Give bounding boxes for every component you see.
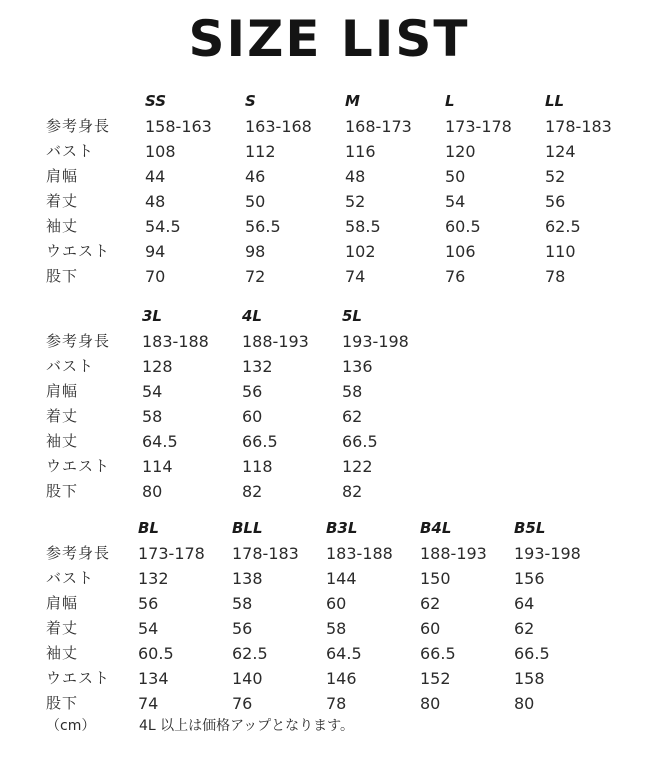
measurement-label: 着丈 [46, 407, 79, 425]
size-table-regular [46, 89, 645, 289]
measurement-value: 122 [342, 457, 373, 476]
measurement-value: 64 [514, 594, 535, 613]
measurement-value: 76 [445, 267, 466, 286]
measurement-value: 163-168 [245, 117, 312, 136]
size-header: BL [138, 519, 159, 537]
measurement-label: 袖丈 [46, 217, 79, 235]
measurement-value: 62.5 [545, 217, 581, 236]
measurement-value: 132 [138, 569, 169, 588]
size-header: 4L [242, 307, 262, 325]
measurement-value: 48 [345, 167, 366, 186]
measurement-label: 肩幅 [46, 594, 79, 612]
measurement-value: 58 [342, 382, 363, 401]
measurement-value: 58 [326, 619, 347, 638]
measurement-value: 188-193 [420, 544, 487, 563]
measurement-label: 股下 [46, 267, 79, 285]
measurement-value: 183-188 [142, 332, 209, 351]
measurement-value: 106 [445, 242, 476, 261]
table-row [46, 429, 442, 454]
table-row [46, 139, 645, 164]
unit-label: （cm） [46, 718, 96, 734]
size-header: B5L [514, 519, 546, 537]
measurement-label: 参考身長 [46, 332, 111, 350]
measurement-value: 60.5 [445, 217, 481, 236]
measurement-label: ウエスト [46, 669, 111, 687]
table-row [46, 666, 608, 691]
size-header-row [46, 304, 442, 329]
table-row [46, 641, 608, 666]
table-row [46, 239, 645, 264]
measurement-value: 62.5 [232, 644, 268, 663]
measurement-label: 袖丈 [46, 432, 79, 450]
measurement-value: 146 [326, 669, 357, 688]
table-row [46, 264, 645, 289]
measurement-label: ウエスト [46, 242, 111, 260]
measurement-value: 58.5 [345, 217, 381, 236]
size-header: BLL [232, 519, 263, 537]
measurement-label: ウエスト [46, 457, 111, 475]
size-header-row [46, 516, 608, 541]
measurement-value: 56 [242, 382, 263, 401]
measurement-label: 着丈 [46, 619, 79, 637]
measurement-value: 120 [445, 142, 476, 161]
measurement-value: 54 [445, 192, 466, 211]
measurement-value: 50 [445, 167, 466, 186]
measurement-label: 袖丈 [46, 644, 79, 662]
measurement-value: 82 [242, 482, 263, 501]
measurement-value: 82 [342, 482, 363, 501]
measurement-value: 66.5 [342, 432, 378, 451]
measurement-value: 64.5 [142, 432, 178, 451]
measurement-value: 46 [245, 167, 266, 186]
measurement-value: 158 [514, 669, 545, 688]
measurement-value: 74 [138, 694, 159, 713]
table-row [46, 616, 608, 641]
footer-note [46, 714, 354, 738]
measurement-value: 56 [232, 619, 253, 638]
measurement-label: バスト [46, 142, 95, 160]
measurement-value: 54 [138, 619, 159, 638]
measurement-label: 肩幅 [46, 167, 79, 185]
page-title: SIZE LIST [188, 10, 470, 68]
measurement-value: 78 [326, 694, 347, 713]
measurement-value: 54 [142, 382, 163, 401]
measurement-value: 70 [145, 267, 166, 286]
measurement-value: 60.5 [138, 644, 174, 663]
table-row [46, 566, 608, 591]
size-header: 3L [142, 307, 162, 325]
table-row [46, 164, 645, 189]
table-row [46, 189, 645, 214]
measurement-value: 66.5 [242, 432, 278, 451]
measurement-value: 52 [545, 167, 566, 186]
measurement-value: 168-173 [345, 117, 412, 136]
measurement-value: 56 [138, 594, 159, 613]
measurement-value: 112 [245, 142, 276, 161]
size-table-large [46, 304, 442, 504]
measurement-label: バスト [46, 357, 95, 375]
measurement-value: 144 [326, 569, 357, 588]
measurement-value: 44 [145, 167, 166, 186]
table-row [46, 214, 645, 239]
table-row [46, 114, 645, 139]
measurement-value: 136 [342, 357, 373, 376]
measurement-value: 50 [245, 192, 266, 211]
measurement-value: 150 [420, 569, 451, 588]
measurement-value: 56.5 [245, 217, 281, 236]
size-header: LL [545, 92, 565, 110]
measurement-label: 着丈 [46, 192, 79, 210]
measurement-value: 118 [242, 457, 273, 476]
measurement-value: 110 [545, 242, 576, 261]
price-note: 4L 以上は価格アップとなります。 [139, 718, 355, 734]
size-header: 5L [342, 307, 362, 325]
measurement-value: 134 [138, 669, 169, 688]
measurement-value: 178-183 [545, 117, 612, 136]
measurement-value: 152 [420, 669, 451, 688]
table-row [46, 354, 442, 379]
measurement-value: 132 [242, 357, 273, 376]
table-row [46, 691, 608, 716]
measurement-value: 78 [545, 267, 566, 286]
measurement-value: 102 [345, 242, 376, 261]
measurement-label: 股下 [46, 694, 79, 712]
measurement-value: 74 [345, 267, 366, 286]
measurement-value: 138 [232, 569, 263, 588]
measurement-value: 64.5 [326, 644, 362, 663]
size-header: SS [145, 92, 167, 110]
measurement-value: 72 [245, 267, 266, 286]
size-header: B4L [420, 519, 452, 537]
measurement-value: 60 [420, 619, 441, 638]
measurement-value: 188-193 [242, 332, 309, 351]
measurement-value: 48 [145, 192, 166, 211]
measurement-value: 140 [232, 669, 263, 688]
measurement-value: 173-178 [138, 544, 205, 563]
measurement-value: 52 [345, 192, 366, 211]
measurement-value: 128 [142, 357, 173, 376]
measurement-value: 62 [514, 619, 535, 638]
measurement-value: 158-163 [145, 117, 212, 136]
measurement-value: 114 [142, 457, 173, 476]
measurement-value: 80 [142, 482, 163, 501]
measurement-label: 参考身長 [46, 544, 111, 562]
measurement-value: 60 [326, 594, 347, 613]
measurement-value: 62 [342, 407, 363, 426]
measurement-value: 98 [245, 242, 266, 261]
table-row [46, 479, 442, 504]
table-row [46, 454, 442, 479]
size-header: B3L [326, 519, 358, 537]
measurement-value: 80 [514, 694, 535, 713]
measurement-value: 58 [232, 594, 253, 613]
measurement-value: 193-198 [342, 332, 409, 351]
measurement-value: 108 [145, 142, 176, 161]
measurement-value: 80 [420, 694, 441, 713]
table-row [46, 541, 608, 566]
measurement-label: バスト [46, 569, 95, 587]
measurement-value: 94 [145, 242, 166, 261]
measurement-value: 66.5 [514, 644, 550, 663]
table-row [46, 329, 442, 354]
measurement-value: 178-183 [232, 544, 299, 563]
measurement-value: 66.5 [420, 644, 456, 663]
table-row [46, 379, 442, 404]
table-row [46, 591, 608, 616]
measurement-value: 62 [420, 594, 441, 613]
size-header: S [245, 92, 256, 110]
measurement-label: 股下 [46, 482, 79, 500]
measurement-value: 58 [142, 407, 163, 426]
size-header: L [445, 92, 455, 110]
measurement-value: 60 [242, 407, 263, 426]
measurement-value: 76 [232, 694, 253, 713]
measurement-value: 173-178 [445, 117, 512, 136]
measurement-label: 肩幅 [46, 382, 79, 400]
table-row [46, 404, 442, 429]
measurement-value: 56 [545, 192, 566, 211]
size-header: M [345, 92, 360, 110]
measurement-value: 156 [514, 569, 545, 588]
measurement-value: 193-198 [514, 544, 581, 563]
measurement-value: 183-188 [326, 544, 393, 563]
measurement-value: 124 [545, 142, 576, 161]
size-table-big [46, 516, 608, 716]
measurement-label: 参考身長 [46, 117, 111, 135]
measurement-value: 54.5 [145, 217, 181, 236]
size-header-row [46, 89, 645, 114]
measurement-value: 116 [345, 142, 376, 161]
